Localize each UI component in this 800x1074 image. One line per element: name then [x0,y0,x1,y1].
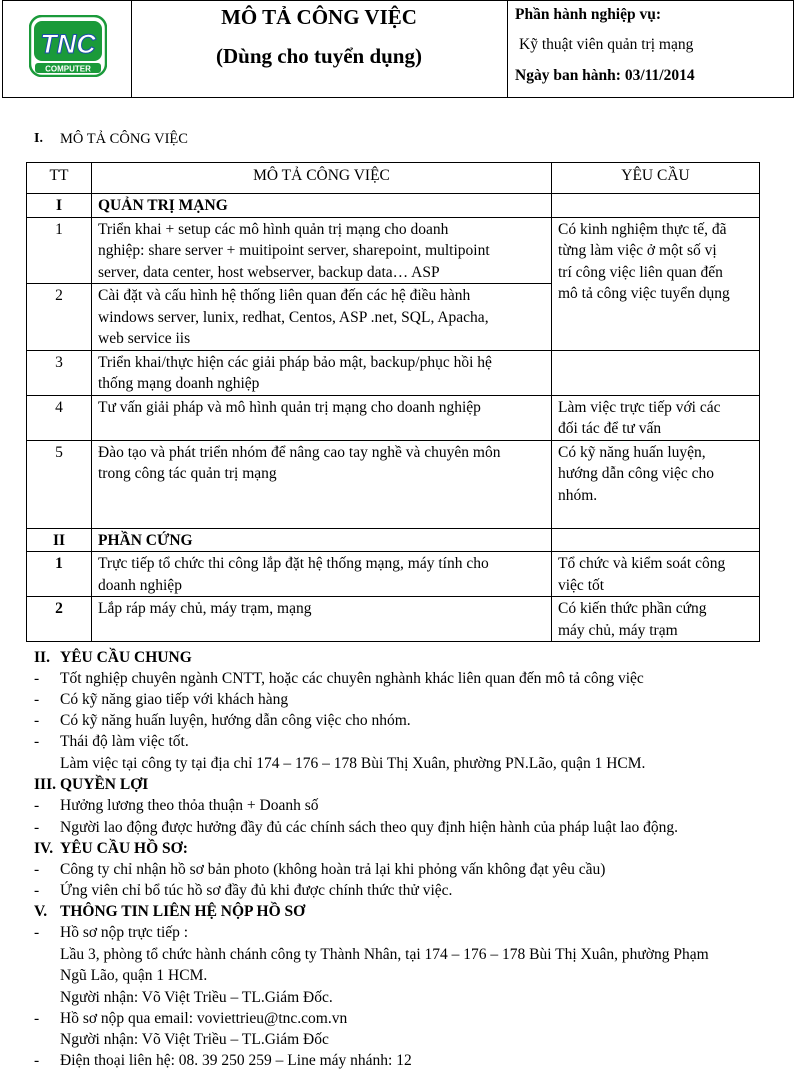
empty-cell [552,350,760,395]
list-item: Tốt nghiệp chuyên ngành CNTT, hoặc các chuyên nghành khác liên quan đến mô tả công việc [60,670,644,687]
bullet-dash: - [34,691,40,708]
section-4-title: YÊU CẦU HỒ SƠ: [60,840,188,857]
list-item: Hồ sơ nộp qua email: voviettrieu@tnc.com.vn [60,1010,348,1027]
group-title: PHẦN CỨNG [92,528,552,552]
table-header-row [27,163,760,194]
text-line: Có kiến thức phần cứng [558,600,707,617]
text-line: từng làm việc ở một số vị [558,242,717,259]
text-line: doanh nghiệp [98,576,182,594]
group-title: QUẢN TRỊ MẠNG [92,194,552,218]
empty-cell [552,528,760,552]
bullet-dash: - [34,712,40,729]
header-description: MÔ TẢ CÔNG VIỆC [92,163,552,194]
section-2-title: YÊU CẦU CHUNG [60,649,192,666]
table-row [27,552,760,597]
bullet-dash: - [34,733,40,750]
row-description [92,597,552,642]
bullet-dash: - [34,797,40,814]
text-line: Có kỹ năng huấn luyện, [558,443,706,461]
row-description [92,350,552,395]
list-subline: Lầu 3, phòng tổ chức hành chánh công ty Thành Nhân, tại 174 – 176 – 178 Bùi Thị Xuân, phường Phạm [60,946,709,963]
empty-cell [552,194,760,218]
tnc-logo [29,15,107,77]
text-line: trí công việc liên quan đến [558,263,723,281]
text-line: hướng dẫn công việc cho [558,465,715,482]
text-line: việc tốt [558,576,605,594]
row-description [92,284,552,351]
text-line: Trực tiếp tổ chức thi công lắp đặt hệ thống mạng, máy tính cho [98,555,489,572]
header-tt: TT [27,163,92,194]
text-line: Đào tạo và phát triển nhóm để nâng cao tay nghề và chuyên môn [98,443,501,461]
logo-cell [3,1,132,97]
section-4-number: IV. [34,840,54,857]
list-item: Thái độ làm việc tốt. [60,733,189,750]
document-header [2,0,794,98]
logo-subtext: COMPUTER [45,64,91,74]
text-line: đối tác để tư vấn [558,420,662,437]
section-3-title: QUYỀN LỢI [60,776,149,793]
row-number: 1 [27,552,92,597]
text-line: Triển khai + setup các mô hình quản trị mạng cho doanh [98,220,449,238]
text-line: trong công tác quản trị mạng [98,465,277,482]
bullet-dash: - [34,670,40,687]
list-item: Có kỹ năng huấn luyện, hướng dẫn công việc cho nhóm. [60,712,411,729]
bullet-dash: - [34,924,40,941]
row-description [92,217,552,284]
table-row [27,440,760,528]
row-requirement [552,217,760,350]
list-item: Hồ sơ nộp trực tiếp : [60,924,189,941]
text-line: mô tả công việc tuyển dụng [558,285,730,302]
bullet-dash: - [34,1010,40,1027]
text-line: Tổ chức và kiểm soát công [558,555,726,572]
row-number: 3 [27,350,92,395]
text-line: Làm việc trực tiếp với các [558,398,721,416]
text-line: Lắp ráp máy chủ, máy trạm, mạng [98,600,312,617]
text-line: nghiệp: share server + muitipoint server, sharepoint, multipoint [98,242,490,259]
list-subline: Người nhận: Võ Việt Triều – TL.Giám Đốc [60,1031,329,1048]
row-requirement [552,597,760,642]
table-row [27,217,760,284]
section-1-title: MÔ TẢ CÔNG VIỆC [60,131,188,147]
section-3-number: III. [34,776,56,793]
text-line: windows server, lunix, redhat, Centos, ASP .net, SQL, Apacha, [98,308,489,326]
text-line: Cài đặt và cấu hình hệ thống liên quan đến các hệ điều hành [98,287,471,304]
section-5-number: V. [34,903,48,920]
list-item: Công ty chỉ nhận hồ sơ bản photo (không hoàn trả lại khi phỏng vấn không đạt yêu cầu) [60,861,606,878]
row-description [92,395,552,440]
list-item: Có kỹ năng giao tiếp với khách hàng [60,691,289,708]
group-row [27,194,760,218]
row-description [92,440,552,528]
section-1-number: I. [34,131,43,146]
logo-text: TNC [40,29,96,59]
table-row [27,597,760,642]
table-row [27,350,760,395]
row-number: 2 [27,284,92,351]
issue-date: Ngày ban hành: 03/11/2014 [515,67,695,84]
text-line: nhóm. [558,486,598,504]
section-2-number: II. [34,649,50,666]
text-line: Có kinh nghiệm thực tế, đã [558,220,727,238]
bullet-dash: - [34,819,40,836]
row-requirement [552,440,760,528]
row-number: 2 [27,597,92,642]
row-number: 1 [27,217,92,284]
dept-label: Phần hành nghiệp vụ: [515,6,662,23]
dept-value: Kỹ thuật viên quản trị mạng [519,36,694,53]
group-row [27,528,760,552]
group-number: II [27,528,92,552]
text-line: Triển khai/thực hiện các giải pháp bảo mật, backup/phục hồi hệ [98,353,492,371]
bullet-dash: - [34,861,40,878]
doc-subtitle: (Dùng cho tuyển dụng) [216,44,422,68]
row-requirement [552,395,760,440]
row-number: 5 [27,440,92,528]
text-line: máy chủ, máy trạm [558,621,678,639]
info-cell [507,1,793,97]
text-line: web service iis [98,330,191,347]
row-number: 4 [27,395,92,440]
text-line: thống mạng doanh nghiệp [98,375,260,392]
list-subline: Người nhận: Võ Việt Triều – TL.Giám Đốc. [60,989,333,1006]
work-location-note: Làm việc tại công ty tại địa chỉ 174 – 176 – 178 Bùi Thị Xuân, phường PN.Lão, quận 1 HCM. [60,755,646,772]
row-description [92,552,552,597]
doc-title: MÔ TẢ CÔNG VIỆC [221,5,417,29]
table-row [27,395,760,440]
row-requirement [552,552,760,597]
list-item: Người lao động được hưởng đầy đủ các chính sách theo quy định hiện hành của pháp luật lao động. [60,819,678,836]
text-line: Tư vấn giải pháp và mô hình quản trị mạng cho doanh nghiệp [98,398,481,416]
list-subline: Ngũ Lão, quận 1 HCM. [60,967,208,984]
section-5-title: THÔNG TIN LIÊN HỆ NỘP HỒ SƠ [60,903,306,920]
text-line: server, data center, host webserver, backup data… ASP [98,263,440,281]
job-table [26,162,760,642]
list-item: Điện thoại liên hệ: 08. 39 250 259 – Line máy nhánh: 12 [60,1052,412,1069]
bullet-dash: - [34,1052,40,1069]
title-cell [131,1,508,97]
group-number: I [27,194,92,218]
bullet-dash: - [34,882,40,899]
list-item: Ứng viên chỉ bổ túc hồ sơ đầy đủ khi được chính thức thử việc. [60,882,453,899]
header-requirement: YÊU CẦU [552,163,760,194]
list-item: Hưởng lương theo thỏa thuận + Doanh số [60,797,319,814]
